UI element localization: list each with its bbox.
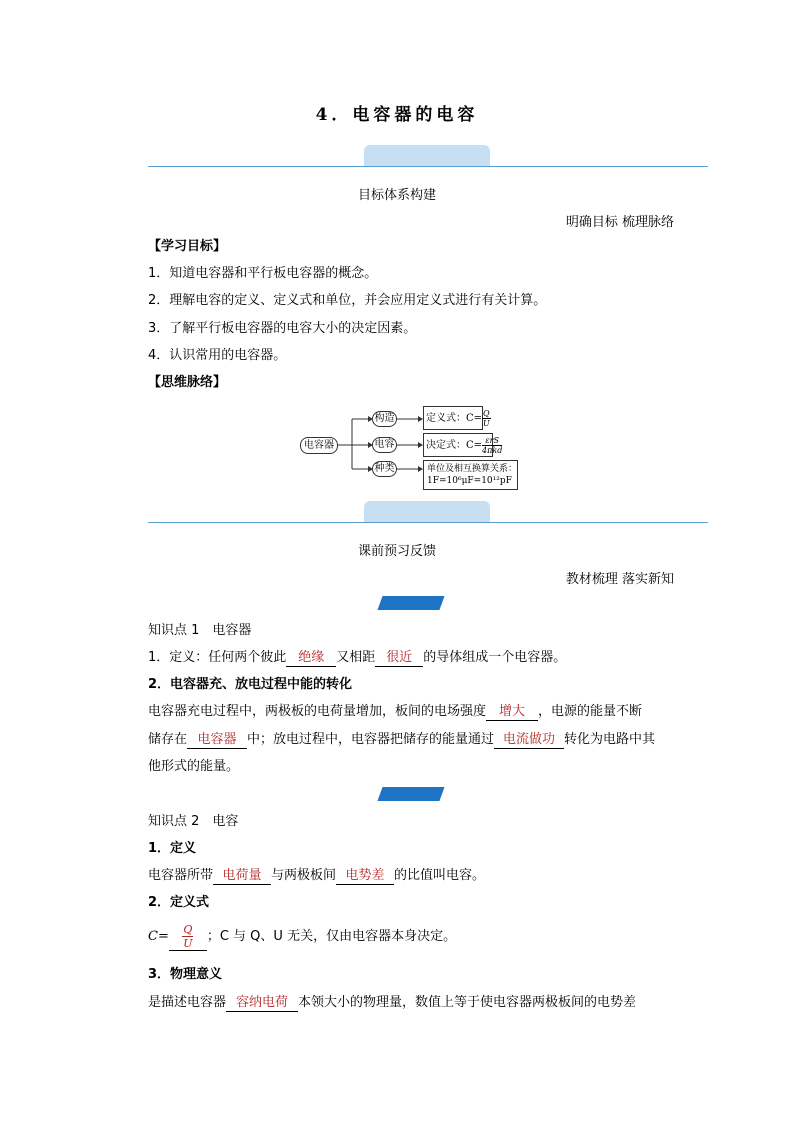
fraction-numerator: Q: [183, 922, 193, 936]
text-segment: 的比值叫电容。: [394, 868, 486, 883]
mindmap-branch-types: 种类: [372, 461, 397, 477]
subheading: 2．电容器充、放电过程中能的转化: [148, 677, 353, 692]
text-segment: 的导体组成一个电容器。: [423, 650, 567, 665]
knowledge-badge: [377, 787, 444, 801]
page-title: 4．电容器的电容: [315, 105, 479, 125]
answer-blank: 容纳电荷: [226, 994, 298, 1012]
subheading: 2．定义式: [148, 895, 210, 910]
mindmap-unit-box: [423, 460, 518, 490]
decision-label: 决定式：C=: [426, 440, 483, 451]
section-title: 课前预习反馈: [357, 544, 436, 559]
text-segment: 中；放电过程中，电容器把储存的能量通过: [247, 732, 495, 747]
paragraph-line: [148, 994, 688, 1012]
answer-blank: 电荷量: [213, 867, 271, 885]
section-rule: [148, 166, 708, 168]
text-segment: 1．定义：任何两个彼此: [148, 650, 287, 665]
goal-item: 3．了解平行板电容器的电容大小的决定因素。: [148, 321, 417, 336]
fraction-denominator: U: [183, 936, 193, 950]
section-tab: [364, 501, 490, 522]
answer-blank: 电势差: [336, 867, 394, 885]
answer-blank: 电流做功: [494, 731, 564, 749]
answer-blank: 电容器: [187, 731, 247, 749]
goal-item: 4．认识常用的电容器。: [148, 348, 287, 363]
answer-blank: 很近: [375, 649, 423, 667]
paragraph-line: [148, 731, 688, 749]
paragraph-line: [148, 703, 688, 721]
knowledge-point-heading: 知识点 2 电容: [148, 814, 239, 829]
unit-line: 1F=10⁶μF=10¹²pF: [427, 476, 512, 486]
formula-prefix: C=: [148, 929, 169, 944]
section-rule: [148, 522, 708, 524]
formula-line: [148, 920, 688, 954]
subheading: 3．物理意义: [148, 967, 223, 982]
formula-fraction: [182, 923, 193, 950]
paragraph-line: 他形式的能量。: [148, 759, 240, 774]
mind-map: [300, 403, 520, 493]
goal-item: 1．知道电容器和平行板电容器的概念。: [148, 266, 378, 281]
answer-blank: 绝缘: [286, 649, 336, 667]
goals-heading: 【学习目标】: [148, 239, 227, 254]
text-segment: ；C 与 Q、U 无关，仅由电容器本身决定。: [206, 929, 457, 944]
section-divider: [148, 501, 708, 523]
section-divider: [148, 145, 708, 167]
fraction-numerator: Q: [483, 409, 490, 418]
text-segment: 电容器充电过程中，两极板的电荷量增加，板间的电场强度: [148, 704, 487, 719]
mindmap-root: 电容器: [300, 437, 338, 454]
answer-blank: [169, 923, 207, 951]
text-segment: 与两极板间: [271, 868, 337, 883]
fraction-denominator: 4πkd: [482, 446, 503, 455]
mindmap-heading: 【思维脉络】: [148, 375, 227, 390]
section-title: 目标体系构建: [357, 188, 436, 203]
section-tab: [364, 145, 490, 166]
definition-label: 定义式：C=: [426, 413, 483, 424]
text-segment: 又相距: [336, 650, 376, 665]
fraction-numerator: εrS: [482, 436, 502, 446]
mindmap-decision-box: [423, 433, 503, 457]
decision-fraction: [482, 436, 502, 455]
goal-item: 2．理解电容的定义、定义式和单位，并会应用定义式进行有关计算。: [148, 293, 547, 308]
answer-blank: 增大: [486, 703, 538, 721]
section-subtitle: 教材梳理 落实新知: [565, 572, 674, 587]
text-segment: 转化为电路中其: [564, 732, 656, 747]
text-segment: ，电源的能量不断: [538, 704, 643, 719]
text-segment: 本领大小的物理量，数值上等于使电容器两极板间的电势差: [298, 995, 637, 1010]
section-subtitle: 明确目标 梳理脉络: [565, 215, 674, 230]
subheading: 1．定义: [148, 841, 197, 856]
text-segment: 是描述电容器: [148, 995, 227, 1010]
definition-line: [148, 867, 688, 885]
mindmap-branch-structure: 构造: [372, 411, 397, 427]
mindmap-definition-box: [423, 406, 490, 430]
definition-line: [148, 649, 688, 667]
knowledge-point-heading: 知识点 1 电容器: [148, 623, 252, 638]
unit-line: 单位及相互换算关系：: [427, 464, 518, 474]
text-segment: 储存在: [148, 732, 188, 747]
mindmap-branch-capacitance: 电容: [372, 437, 397, 453]
text-segment: 电容器所带: [148, 868, 214, 883]
definition-fraction: [482, 409, 491, 428]
knowledge-badge: [377, 596, 444, 610]
fraction-denominator: U: [482, 419, 490, 428]
